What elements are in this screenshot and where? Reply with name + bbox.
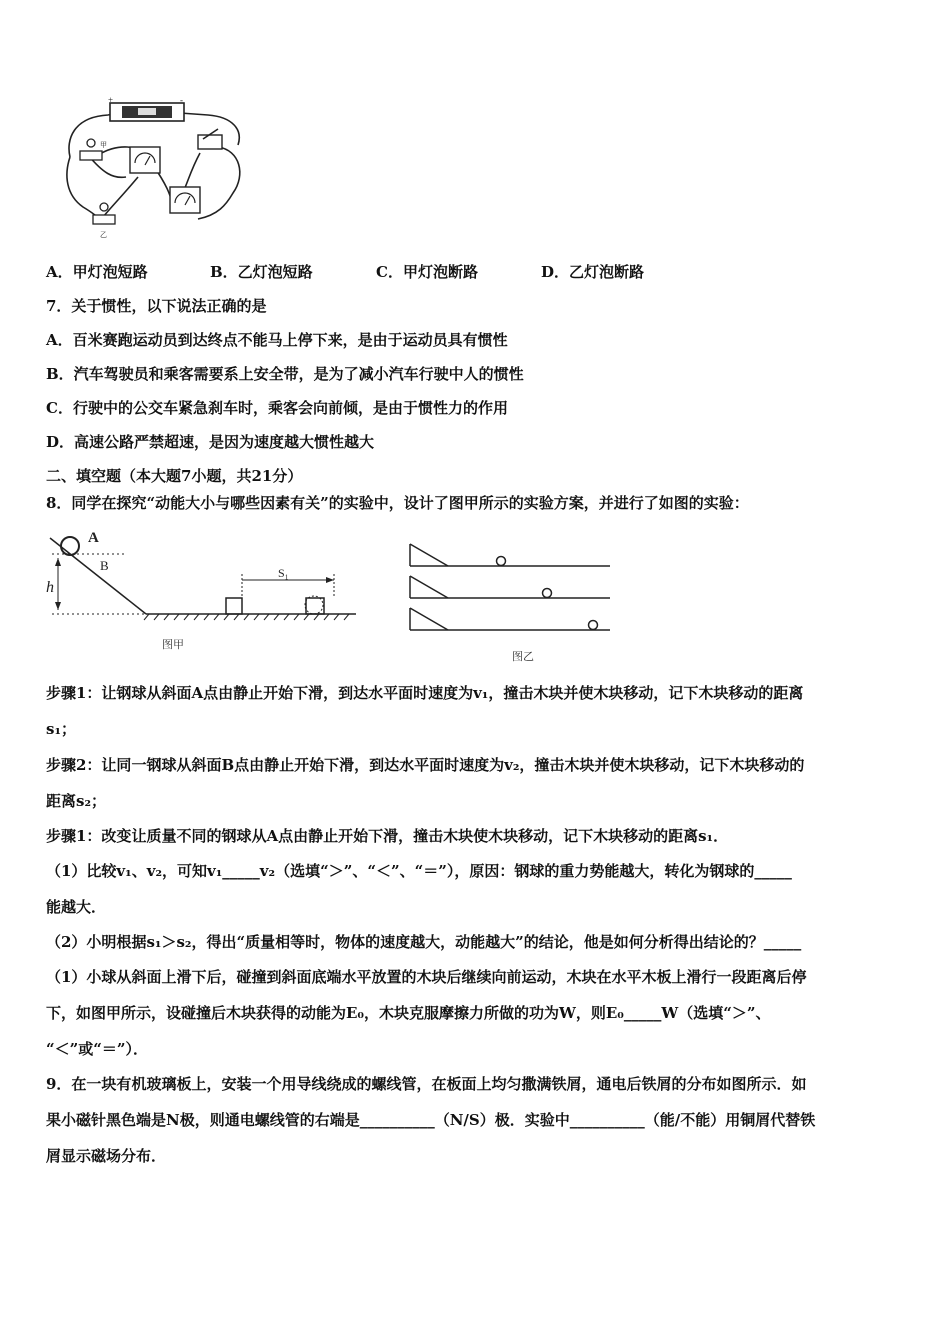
section-title: 二、填空题（本大题7小题，共21分） — [46, 467, 303, 485]
q7-stem: 7．关于惯性，以下说法正确的是 — [46, 297, 267, 315]
circuit-diagram — [58, 95, 253, 245]
q7-option-a: A．百米赛跑运动员到达终点不能马上停下来，是由于运动员具有惯性 — [46, 331, 508, 349]
q8-sub1-cont: 能越大． — [46, 898, 107, 916]
svg-text:乙: 乙 — [100, 231, 107, 239]
q8-sub3-cont2: “＜”或“＝”）． — [46, 1040, 149, 1058]
svg-text:-: - — [180, 95, 183, 105]
q8-sub1: （1）比较v₁、v₂，可知v₁_____v₂（选填“＞”、“＜”、“＝”），原因：钢球的重力势能越大，转化为钢球的_____ — [46, 862, 792, 880]
q8-step1: 步骤1：让钢球从斜面A点由静止开始下滑，到达水平面时速度为v₁，撞击木块并使木块移动，记下木块移动的距离 — [46, 684, 804, 702]
q6-option-a: A．甲灯泡短路 — [46, 263, 148, 281]
q9-line1: 9．在一块有机玻璃板上，安装一个用导线绕成的螺线管，在板面上均匀撒满铁屑，通电后铁屑的分布如图所示．如 — [46, 1075, 807, 1093]
q8-sub3: （1）小球从斜面上滑下后，碰撞到斜面底端水平放置的木块后继续向前运动，木块在水平木板上滑行一段距离后停 — [46, 968, 807, 986]
svg-text:甲: 甲 — [100, 141, 107, 149]
label-s1: S₁ — [278, 566, 289, 580]
figure-jia — [44, 524, 364, 654]
q7-option-c: C．行驶中的公交车紧急刹车时，乘客会向前倾，是由于惯性力的作用 — [46, 399, 508, 417]
q7-option-b: B．汽车驾驶员和乘客需要系上安全带，是为了减小汽车行驶中人的惯性 — [46, 365, 524, 383]
q9-line3: 屑显示磁场分布． — [46, 1147, 167, 1165]
caption-yi: 图乙 — [512, 651, 534, 663]
caption-jia: 图甲 — [162, 639, 184, 651]
figure-yi — [406, 536, 614, 666]
q8-sub3-cont: 下，如图甲所示，设碰撞后木块获得的动能为E₀，木块克服摩擦力所做的功为W，则E₀_____W（选填“＞”、 — [46, 1004, 771, 1022]
q8-step2: 步骤2：让同一钢球从斜面B点由静止开始下滑，到达水平面时速度为v₂，撞击木块并使木块移动，记下木块移动的 — [46, 756, 805, 774]
q8-sub2: （2）小明根据s₁＞s₂，得出“质量相等时，物体的速度越大，动能越大”的结论，他是如何分析得出结论的？_____ — [46, 933, 802, 951]
q6-option-b: B．乙灯泡短路 — [210, 263, 313, 281]
q6-option-d: D．乙灯泡断路 — [541, 263, 645, 281]
q9-line2: 果小磁针黑色端是N极，则通电螺线管的右端是__________（N/S）极．实验中__________（能/不能）用铜屑代替铁 — [46, 1111, 816, 1129]
label-b: B — [100, 558, 109, 573]
q8-step2-cont: 距离s₂； — [46, 792, 107, 810]
q8-stem: 8．同学在探究“动能大小与哪些因素有关”的实验中，设计了图甲所示的实验方案，并进行了如图的实验： — [46, 494, 749, 512]
q8-step3: 步骤1：改变让质量不同的钢球从A点由静止开始下滑，撞击木块使木块移动，记下木块移动的距离s₁． — [46, 827, 729, 845]
q6-option-c: C．甲灯泡断路 — [376, 263, 478, 281]
q8-step1-cont: s₁； — [46, 720, 77, 738]
q7-option-d: D．高速公路严禁超速，是因为速度越大惯性越大 — [46, 433, 375, 451]
label-h: h — [46, 579, 54, 596]
label-a: A — [88, 530, 99, 546]
svg-text:+: + — [108, 95, 114, 105]
